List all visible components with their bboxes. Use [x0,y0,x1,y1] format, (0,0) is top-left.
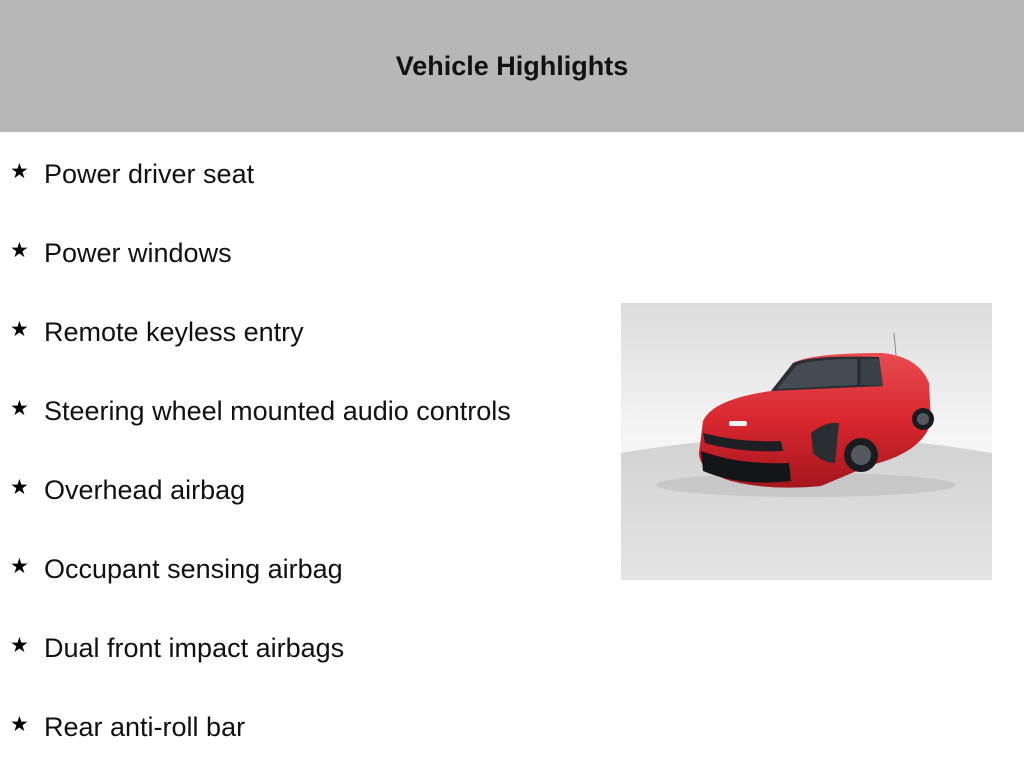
feature-label: Remote keyless entry [44,317,304,347]
star-icon: ★ [10,555,29,578]
star-icon: ★ [10,713,29,736]
feature-label: Power windows [44,238,232,268]
feature-label: Occupant sensing airbag [44,554,343,584]
vehicle-photo [621,303,992,580]
star-icon: ★ [10,397,29,420]
feature-label: Steering wheel mounted audio controls [44,396,511,426]
car-image [621,303,992,580]
feature-label: Power driver seat [44,159,255,189]
feature-label: Rear anti-roll bar [44,712,246,742]
star-icon: ★ [10,239,29,262]
star-icon: ★ [10,634,29,657]
star-icon: ★ [10,160,29,183]
star-icon: ★ [10,318,29,341]
feature-label: Overhead airbag [44,475,246,505]
page-title: Vehicle Highlights [395,50,629,81]
star-icon: ★ [10,476,29,499]
feature-label: Dual front impact airbags [44,633,345,663]
page-header [0,0,1024,132]
